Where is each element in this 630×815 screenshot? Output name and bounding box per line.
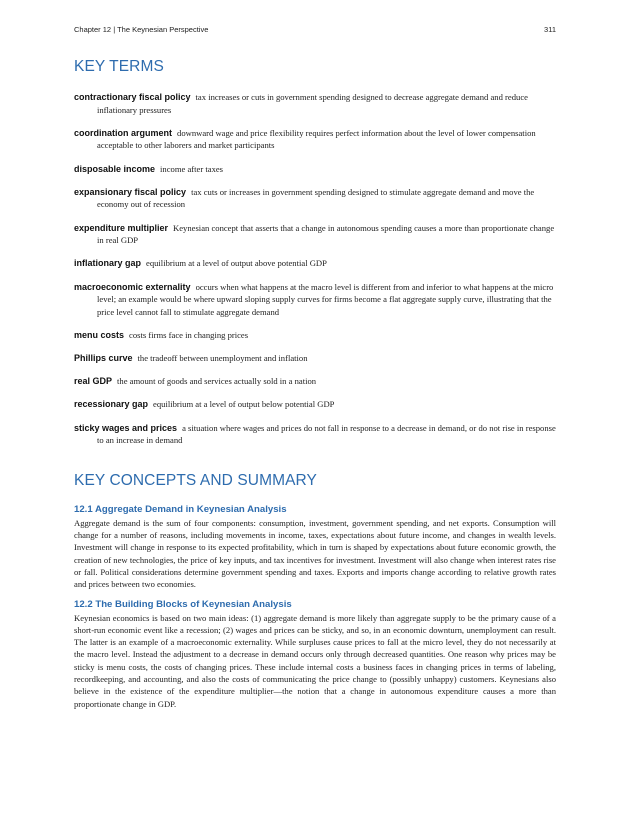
key-term-name: expansionary fiscal policy	[74, 186, 187, 197]
key-term-name: sticky wages and prices	[74, 422, 178, 433]
key-term-definition: income after taxes	[160, 163, 224, 174]
key-term-name: coordination argument	[74, 127, 173, 138]
key-term-definition: downward wage and price flexibility requires perfect information about the level of lower compensation acceptable to other laborers and market participants	[97, 127, 536, 151]
key-term-entry	[74, 222, 556, 247]
subsection-title: 12.2 The Building Blocks of Keynesian Analysis	[74, 598, 292, 610]
key-term-definition: occurs when what happens at the macro level is different from and inferior to what happens at the micro level; an example would be where upward sloping supply curves for firms become a flat aggregate supply curve, illustrating that the price level cannot fall to stimulate aggregate demand	[97, 281, 554, 317]
key-term-definition: equilibrium at a level of output above potential GDP	[146, 258, 327, 269]
page-content	[74, 58, 556, 710]
key-term-entry	[74, 329, 556, 342]
key-term-name: contractionary fiscal policy	[74, 92, 191, 102]
key-term-name: inflationary gap	[74, 258, 142, 269]
key-term-name: expenditure multiplier	[74, 222, 169, 233]
key-term-entry	[74, 398, 556, 411]
key-term-entry	[74, 91, 556, 116]
running-header	[74, 25, 556, 34]
summary-subsection	[74, 504, 556, 591]
summary-subsection	[74, 599, 556, 710]
summary-sections	[74, 504, 556, 710]
key-term-definition: a situation where wages and prices do not fall in response to a decrease in demand, or do not rise in response to an increase in demand	[97, 422, 556, 446]
key-term-name: Phillips curve	[74, 353, 133, 364]
key-term-definition: tax increases or cuts in government spending designed to decrease aggregate demand and reduce inflationary pressures	[97, 92, 528, 115]
chapter-title: Chapter 12 | The Keynesian Perspective	[74, 25, 209, 34]
key-term-entry	[74, 163, 556, 176]
subsection-title: 12.1 Aggregate Demand in Keynesian Analysis	[74, 503, 287, 515]
key-terms-list	[74, 91, 556, 447]
key-term-entry	[74, 257, 556, 270]
key-term-definition: the tradeoff between unemployment and inflation	[137, 353, 308, 364]
key-terms-heading: KEY TERMS	[74, 58, 164, 75]
key-term-definition: the amount of goods and services actually sold in a nation	[117, 376, 317, 387]
key-term-definition: costs firms face in changing prices	[129, 329, 249, 340]
subsection-body: Aggregate demand is the sum of four components: consumption, investment, government spending, and net exports. Consumption will change for a number of reasons, including movements in income, taxes, expectations about future income, and changes in wealth levels. Investment will change in response to its expected profitability, which in turn is shaped by expectations about future economic growth, the creation of new technologies, the price of key inputs, and tax incentives for investment. Investment will also change when interest rates rise or fall. Political considerations determine government spending and taxes. Exports and imports change according to relative growth rates and prices between two economies.	[74, 517, 556, 590]
key-term-definition: Keynesian concept that asserts that a change in autonomous spending causes a more than proportionate change in real GDP	[97, 222, 555, 246]
key-term-name: real GDP	[74, 376, 113, 387]
key-term-name: disposable income	[74, 163, 156, 174]
key-term-entry	[74, 375, 556, 388]
summary-heading: KEY CONCEPTS AND SUMMARY	[74, 471, 317, 489]
key-term-entry	[74, 422, 556, 447]
key-term-name: macroeconomic externality	[74, 281, 191, 292]
key-term-entry	[74, 352, 556, 365]
key-term-entry	[74, 281, 556, 319]
key-term-entry	[74, 186, 556, 211]
key-term-name: menu costs	[74, 329, 125, 340]
key-term-name: recessionary gap	[74, 399, 149, 410]
page-number: 311	[544, 25, 556, 34]
subsection-body: Keynesian economics is based on two main ideas: (1) aggregate demand is more likely than aggregate supply to be the primary cause of a short-run economic event like a recession; (2) wages and prices can be sticky, and so, in an economic downturn, unemployment can result. The latter is an example of a macroeconomic externality. While surpluses cause prices to fall at the micro level, they do not necessarily at the macro level. Instead the adjustment to a decrease in demand occurs only through decreased quantities. One reason why prices may be sticky is menu costs, the costs of changing prices. These include internal costs a business faces in changing prices in terms of labeling, recordkeeping, and accounting, and also the costs of communicating the price change to (possibly unhappy) customers. Keynesians also believe in the existence of the expenditure multiplier—the notion that a change in autonomous expenditure causes a more than proportionate change in GDP.	[74, 612, 556, 709]
key-term-definition: tax cuts or increases in government spending designed to stimulate aggregate demand and move the economy out of recession	[97, 186, 535, 210]
key-term-entry	[74, 127, 556, 152]
key-term-definition: equilibrium at a level of output below potential GDP	[153, 399, 335, 410]
